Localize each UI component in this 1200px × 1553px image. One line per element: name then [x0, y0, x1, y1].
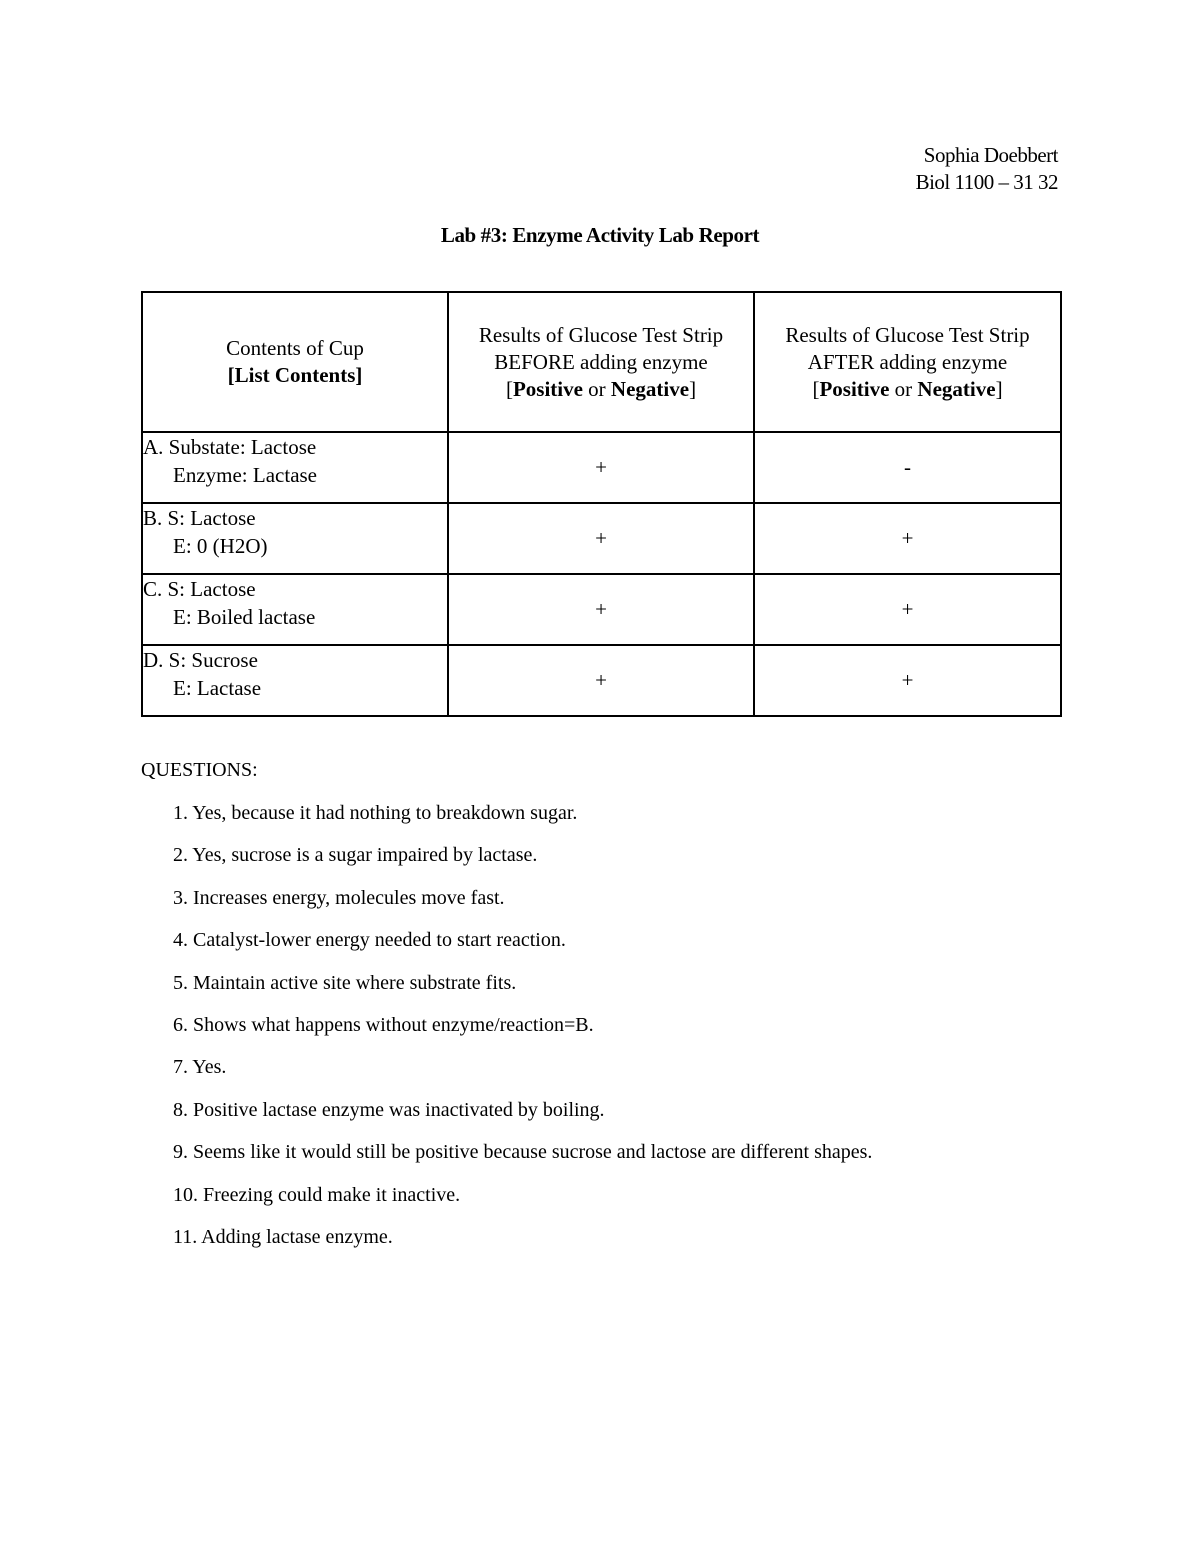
list-item: 10. Freezing could make it inactive.	[173, 1183, 461, 1206]
list-item: 9. Seems like it would still be positive because sucrose and lactose are different shapes.	[173, 1141, 873, 1164]
cup-contents: C. S: Lactose E: Boiled lactase	[142, 574, 448, 645]
table-header-row	[142, 292, 1061, 432]
cup-contents: B. S: Lactose E: 0 (H2O)	[142, 503, 448, 574]
author-block	[916, 142, 1058, 196]
list-item: 5. Maintain active site where substrate fits.	[173, 971, 517, 994]
result-before: +	[448, 432, 754, 503]
list-item: 8. Positive lactase enzyme was inactivated by boiling.	[173, 1098, 605, 1121]
result-before: +	[448, 645, 754, 716]
header-contents: Contents of Cup [List Contents]	[142, 292, 448, 432]
result-before: +	[448, 574, 754, 645]
cup-contents: A. Substate: Lactose Enzyme: Lactase	[142, 432, 448, 503]
result-after: +	[754, 574, 1061, 645]
cup-contents: D. S: Sucrose E: Lactase	[142, 645, 448, 716]
table-row	[142, 503, 1061, 574]
table-row	[142, 574, 1061, 645]
list-item: 7. Yes.	[173, 1056, 227, 1079]
table-row	[142, 645, 1061, 716]
list-item: 2. Yes, sucrose is a sugar impaired by lactase.	[173, 844, 538, 867]
list-item: 3. Increases energy, molecules move fast.	[173, 886, 505, 909]
header-before: Results of Glucose Test Strip BEFORE adding enzyme [Positive or Negative]	[448, 292, 754, 432]
course-code: Biol 1100 – 31 32	[915, 170, 1058, 194]
questions-heading: QUESTIONS:	[141, 759, 258, 781]
answers-list	[173, 799, 872, 1265]
results-table	[141, 291, 1062, 717]
table-row	[142, 432, 1061, 503]
header-after: Results of Glucose Test Strip AFTER adding enzyme [Positive or Negative]	[754, 292, 1061, 432]
author-name: Sophia Doebbert	[923, 143, 1058, 167]
list-item: 11. Adding lactase enzyme.	[173, 1225, 393, 1248]
list-item: 6. Shows what happens without enzyme/reaction=B.	[173, 1013, 594, 1036]
result-after: +	[754, 645, 1061, 716]
list-item: 4. Catalyst-lower energy needed to start reaction.	[173, 929, 566, 952]
result-before: +	[448, 503, 754, 574]
page-title: Lab #3: Enzyme Activity Lab Report	[440, 223, 760, 247]
result-after: +	[754, 503, 1061, 574]
result-after: -	[754, 432, 1061, 503]
list-item: 1. Yes, because it had nothing to breakdown sugar.	[173, 802, 578, 824]
